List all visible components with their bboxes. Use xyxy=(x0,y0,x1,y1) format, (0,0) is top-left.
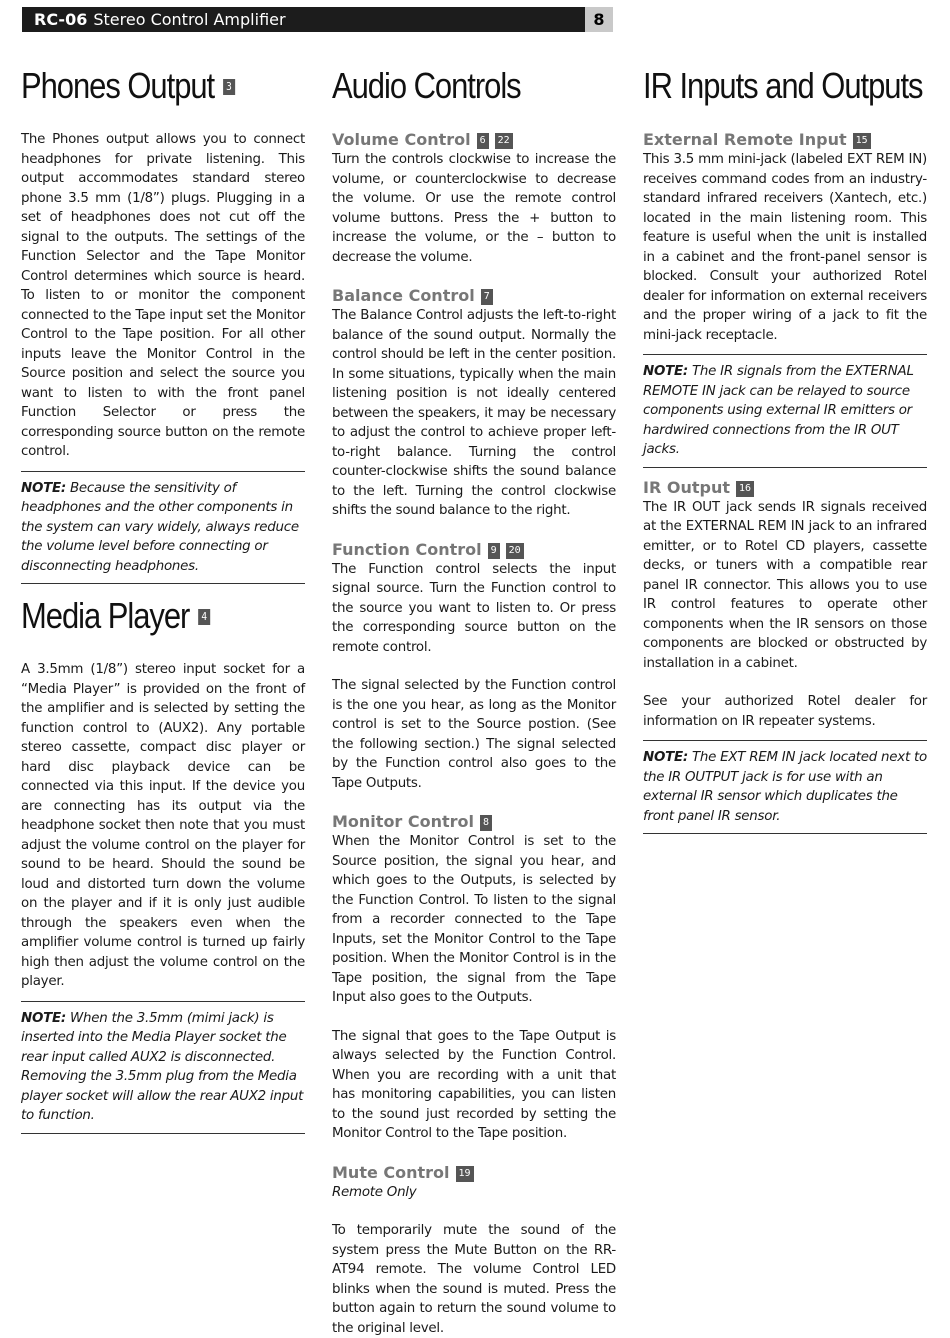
note-label: NOTE: xyxy=(21,1010,66,1026)
note-label: NOTE: xyxy=(21,480,66,496)
monitor-heading: Monitor Control 8 xyxy=(332,812,616,832)
phones-body: The Phones output allows you to connect headphones for private listening. This output accommodates standard stereo phone 3.5 mm (1/8”) plugs. Plugging in a set of headphones does not cut off the signal to the outputs. The settings of the Function Selector and the Tape Monitor Control determines which source is heard. To listen to or monitor the component connected to the Tape input set the Monitor Control to the Tape position. For all other inputs leave the Monitor Control in the Source position and select the source you want to listen to with the front panel Function Selector or press the corresponding source button on the remote control. xyxy=(21,132,305,459)
mute-badge: 19 xyxy=(456,1166,474,1182)
media-badge: 4 xyxy=(198,609,211,625)
monitor-body-1: When the Monitor Control is set to the Source position, the signal you hear, and which goes to the Outputs, is selected by the Function Control. To listen to the signal from a recorder connected to the Tape Inputs, set the Monitor Control to the Tape position. When the Monitor Control is in the Tape position, the signal from the Tape Input also goes to the Outputs. xyxy=(332,834,616,1005)
ir-title: IR Inputs and Outputs xyxy=(643,65,923,106)
phones-note: NOTE: Because the sensitivity of headphones and the other components in the system can vary widely, always reduce the volume level before connecting or disconnecting headphones. xyxy=(21,471,305,585)
model-name: RC-06 xyxy=(34,10,88,29)
note-label: NOTE: xyxy=(643,364,688,379)
function-body-1: The Function control selects the input signal source. Turn the Function control to the source you want to listen to. Or press the corresponding source button on the remote control. xyxy=(332,561,616,655)
phones-title: Phones Output 3 xyxy=(21,64,265,108)
media-body: A 3.5mm (1/8”) stereo input socket for a “Media Player” is provided on the front of the amplifier and is selected by setting the function control to (AUX2). Any portable stereo cassette, compact disc player or hard disc playback device can be connected via this input. If the device you are connecting has its output via the headphone socket then note that you must adjust the volume control on the player for sound to be heard. Should the sound be loud and distorted turn down the volume on the player and if it is only just audible through the speakers even when the amplifier volume control is turned up fairly high then adjust the volume control on the player. xyxy=(21,662,305,989)
function-heading: Function Control 9 20 xyxy=(332,540,616,560)
volume-heading: Volume Control 6 22 xyxy=(332,130,616,150)
ir-output-body-1: The IR OUT jack sends IR signals received at the EXTERNAL REM IN jack to an infrared emitter, or to Rotel CD players, cassette decks, or tuners with a compatible rear panel IR connector. This allows you to use IR control features to operate other components when the IR sensors on those components are blocked or obstructed by installation in a cabinet. xyxy=(643,499,927,671)
media-title: Media Player 4 xyxy=(21,594,265,638)
balance-badge: 7 xyxy=(481,289,493,305)
ext-remote-heading: External Remote Input 15 xyxy=(643,130,927,150)
media-note: NOTE: When the 3.5mm (mimi jack) is inserted into the Media Player socket the rear input called AUX2 is disconnected. Removing the 3.5mm plug from the Media player socket will allow the rear AUX2 input to function. xyxy=(21,1001,305,1134)
function-badge-1: 9 xyxy=(488,543,500,559)
volume-badge-1: 6 xyxy=(477,133,489,149)
ir-output-note: NOTE: The EXT REM IN jack located next to the IR OUTPUT jack is for use with an external IR sensor which duplicates the front panel IR sensor. xyxy=(643,740,927,834)
balance-heading: Balance Control 7 xyxy=(332,286,616,306)
mute-heading: Mute Control 19 xyxy=(332,1163,616,1183)
page-header xyxy=(22,7,613,32)
header-subtitle: Stereo Control Amplifier xyxy=(93,10,286,29)
ext-remote-body: This 3.5 mm mini-jack (labeled EXT REM IN) receives command codes from an industry-standard infrared receivers (Xantech, etc.) located in the main listening room. This feature is useful when the unit is installed in a cabinet and the front-panel sensor is blocked. Consult your authorized Rotel dealer for information on external receivers and the proper wiring of a jack to fit the mini-jack receptacle. xyxy=(643,152,927,343)
volume-badge-2: 22 xyxy=(495,133,513,149)
mute-body: To temporarily mute the sound of the system press the Mute Button on the RR-AT94 remote. The volume Control LED blinks when the sound is muted. Press the button again to return the sound volume to the original level. xyxy=(332,1223,616,1336)
ext-remote-badge: 15 xyxy=(853,133,871,149)
ext-remote-note: NOTE: The IR signals from the EXTERNAL REMOTE IN jack can be relayed to source components using external IR emitters or hardwired connections from the IR OUT jacks. xyxy=(643,354,927,468)
mute-subtitle: Remote Only xyxy=(332,1184,417,1200)
monitor-badge: 8 xyxy=(480,815,492,831)
function-badge-2: 20 xyxy=(506,543,524,559)
function-body-2: The signal selected by the Function control is the one you hear, as long as the Monitor control is set to the Source postion. (See the following section.) The signal selected by the Function control also goes to the Tape Outputs. xyxy=(332,678,616,791)
column-middle xyxy=(332,60,616,1338)
phones-badge: 3 xyxy=(223,79,236,95)
audio-title: Audio Controls xyxy=(332,65,521,106)
monitor-body-2: The signal that goes to the Tape Output is always selected by the Function Control. When you are recording with a unit that has monitoring capabilities, you can listen to the sound just recorded by setting the Monitor Control to the Tape position. xyxy=(332,1028,616,1141)
ir-output-heading: IR Output 16 xyxy=(643,478,927,498)
balance-body: The Balance Control adjusts the left-to-right balance of the sound output. Normally the control should be left in the center position. In some situations, typically when the main listening position is not ideally centered between the speakers, it may be necessary to adjust the control to achieve proper left-to-right balance. Turning the control counter-clockwise shifts the sound balance to the left. Turning the control clockwise shifts the sound balance to the right. xyxy=(332,308,616,518)
page-number: 8 xyxy=(585,7,613,32)
column-left xyxy=(21,60,305,1140)
note-label: NOTE: xyxy=(643,750,688,765)
ir-output-body-2: See your authorized Rotel dealer for information on IR repeater systems. xyxy=(643,694,927,729)
ir-output-badge: 16 xyxy=(736,481,754,497)
column-right xyxy=(643,60,927,840)
volume-body: Turn the controls clockwise to increase the volume, or counterclockwise to decrease the volume. Or use the remote control volume buttons. Press the + button to increase the volume, or the – button to decrease the volume. xyxy=(332,152,616,265)
